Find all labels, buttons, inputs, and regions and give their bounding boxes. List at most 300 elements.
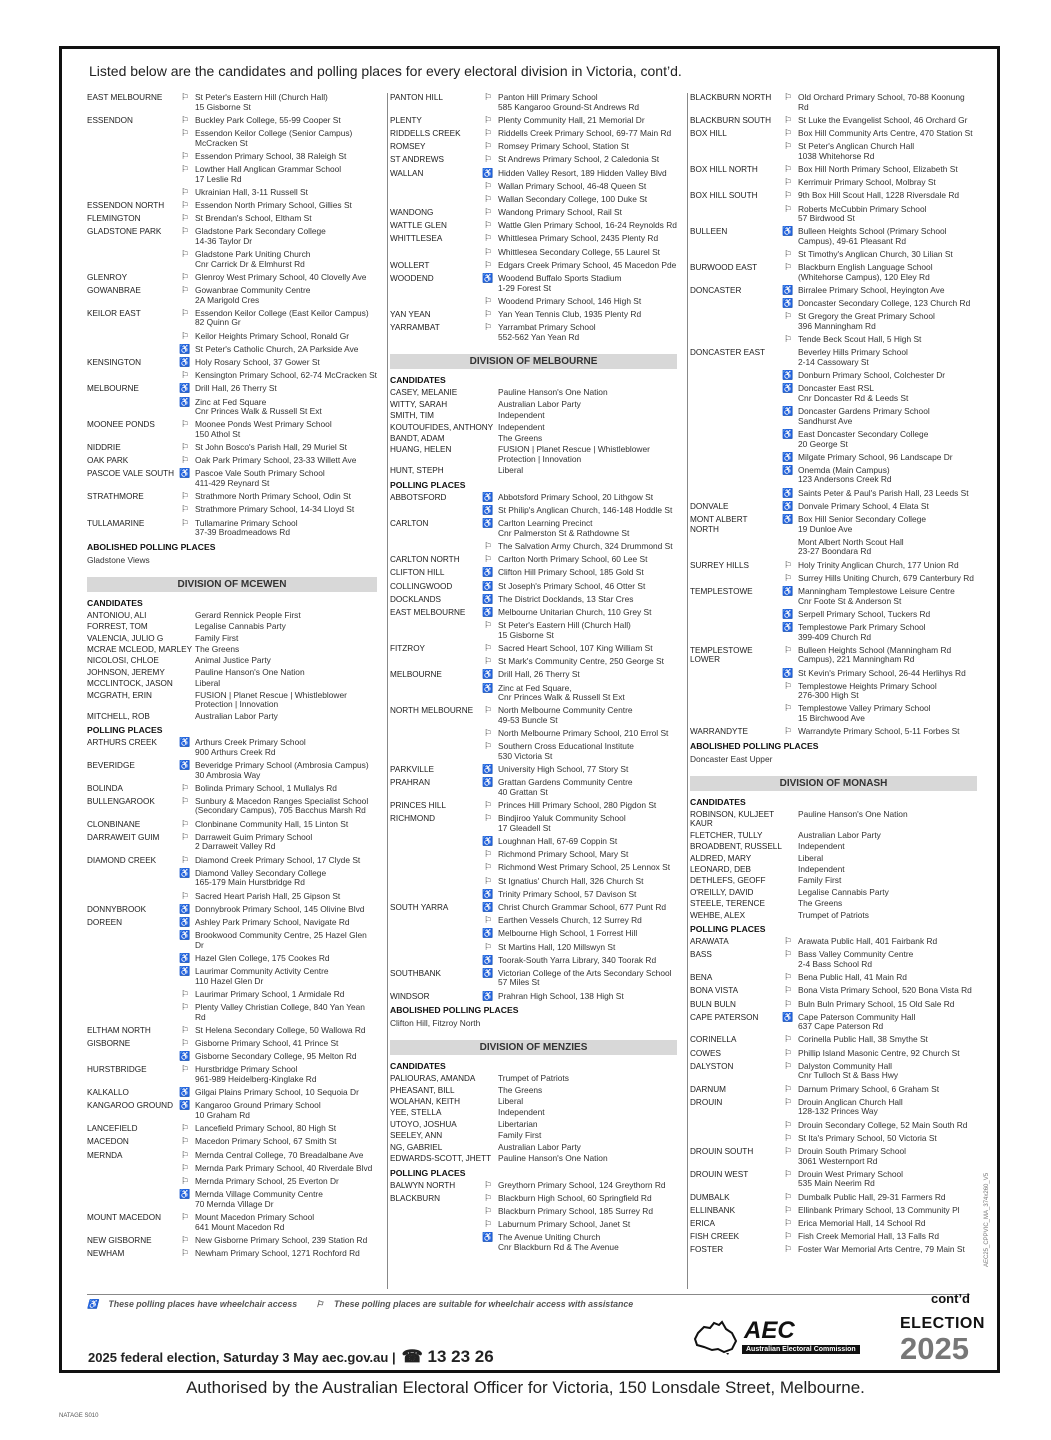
locality-name: ELTHAM NORTH [87, 1025, 151, 1035]
wheelchair-icon: ♿ [782, 514, 794, 525]
locality-name: PARKVILLE [390, 765, 434, 775]
candidate-name: ANTONIOU, ALI [87, 610, 147, 620]
polling-place-row [690, 348, 977, 367]
polling-place-name [498, 814, 677, 833]
candidate-row [390, 1108, 677, 1118]
polling-place-line: Bindjiroo Yaluk Community School [498, 813, 626, 824]
locality-name [390, 837, 478, 847]
polling-place-name [195, 1039, 377, 1049]
assisted-access-icon: ⚐ [483, 1205, 493, 1216]
polling-place-line: Laurimar Primary School, 1 Armidale Rd [195, 988, 345, 999]
polling-place-line: St Timothy's Anglican Church, 30 Lilian St [798, 249, 953, 260]
polling-place-name [798, 1170, 977, 1189]
polling-place-line: Donburn Primary School, Colchester Dr [798, 370, 946, 381]
polling-place-line: Box Hill Senior Secondary College [798, 514, 927, 525]
division-title-mcewen: DIVISION OF MCEWEN [87, 577, 377, 592]
polling-place-row [390, 182, 677, 192]
locality-name: ROMSEY [390, 142, 426, 152]
polling-place-row [87, 1039, 377, 1049]
polling-place-line: Pascoe Vale South Primary School [195, 468, 325, 479]
polling-place-name [195, 1137, 377, 1147]
wheelchair-icon: ♿ [482, 990, 494, 1001]
party-line: Independent [498, 421, 545, 432]
locality-name: DONVALE [690, 501, 729, 511]
locality-name [87, 931, 175, 950]
polling-place-line: Templestowe Valley Primary School [798, 703, 931, 714]
polling-place-address: (Secondary Campus), 705 Bacchus Marsh Rd [195, 805, 366, 816]
polling-place-name [195, 1052, 377, 1062]
assisted-access-icon: ⚐ [483, 849, 493, 860]
polling-place-line: St Helena Secondary College, 50 Wallowa Rd [195, 1024, 366, 1035]
wheelchair-icon: ♿ [179, 867, 191, 878]
locality-name: GLADSTONE PARK [87, 227, 162, 237]
assisted-access-icon: ⚐ [483, 154, 493, 165]
columns [87, 93, 977, 1289]
polling-place-line: Mernda Primary School, 25 Everton Dr [195, 1175, 339, 1186]
polling-place-name [498, 93, 677, 112]
assisted-access-icon: ⚐ [180, 491, 190, 502]
locality-name: DROUIN WEST [690, 1169, 749, 1179]
party-line: Legalise Cannabis Party [195, 621, 286, 632]
polling-place-name [798, 610, 977, 620]
candidate-party [798, 899, 977, 909]
polling-place-line: Strathmore Primary School, 14-34 Lloyd St [195, 504, 355, 515]
polling-place-name [798, 574, 977, 584]
polling-place-name [798, 1134, 977, 1144]
natage-code: NATAGE S010 [59, 1413, 99, 1419]
polling-place-name [498, 850, 677, 860]
polling-place-row [87, 505, 377, 515]
candidate-party [498, 411, 677, 421]
polling-place-row [390, 506, 677, 516]
polling-place-line: St Ita's Primary School, 50 Victoria St [798, 1132, 937, 1143]
party-line: FUSION | Planet Rescue | Whistleblower [195, 689, 347, 700]
assisted-access-icon: ⚐ [180, 249, 190, 260]
polling-place-name [195, 1026, 377, 1036]
locality-name: PRINCES HILL [390, 801, 446, 811]
polling-place-line: St Philip's Anglican Church, 146-148 Hoddle St [498, 505, 673, 516]
assisted-access-icon: ⚐ [180, 1123, 190, 1134]
polling-place-line: Yarrambat Primary School [498, 322, 596, 333]
assisted-access-icon: ⚐ [783, 936, 793, 947]
wheelchair-icon: ♿ [179, 930, 191, 941]
polling-place-name [195, 1003, 377, 1022]
wheelchair-icon: ♿ [782, 370, 794, 381]
assisted-access-icon: ⚐ [783, 127, 793, 138]
polling-place-address: 82 Quinn Gr [195, 317, 241, 328]
locality-name [87, 371, 175, 381]
polling-place-name [798, 205, 977, 224]
locality-name: YAN YEAN [390, 310, 431, 319]
candidate-party [498, 1120, 677, 1130]
polling-place-name [798, 669, 977, 679]
locality-name: BOX HILL NORTH [690, 164, 758, 174]
polling-place-line: Arthurs Creek Primary School [195, 737, 306, 748]
polling-place-address: 399-409 Church Rd [798, 631, 872, 642]
assisted-access-icon: ⚐ [483, 541, 493, 552]
polling-place-row [87, 1052, 377, 1062]
candidate-name: ALDRED, MARY [690, 853, 752, 863]
polling-place-row [87, 201, 377, 211]
assisted-legend: ⚐ These polling places are suitable for wheelchair access with assistance [315, 1299, 634, 1309]
polling-place-name [195, 332, 377, 342]
polling-place-name [798, 430, 977, 449]
locality-name: DALYSTON [690, 1061, 734, 1071]
polling-place-line: Bona Vista Primary School, 520 Bona Vista Rd [798, 985, 972, 996]
polling-place-name [195, 1101, 377, 1120]
polling-place-line: University High School, 77 Story St [498, 764, 629, 775]
candidate-name: WOLAHAN, KEITH [390, 1097, 461, 1107]
polling-place-line: Lancefield Primary School, 80 High St [195, 1123, 337, 1134]
locality-name: PASCOE VALE SOUTH [87, 469, 175, 479]
polling-place-line: St Peter's Catholic Church, 2A Parkside Ave [195, 343, 359, 354]
polling-place-name [195, 869, 377, 888]
locality-name: COLLINGWOOD [390, 581, 453, 591]
polling-place-line: Erica Memorial Hall, 14 School Rd [798, 1217, 926, 1228]
polling-place-line: Tullamarine Primary School [195, 517, 298, 528]
polling-place-row [87, 1088, 377, 1098]
polling-place-address: 17 Leslie Rd [195, 173, 242, 184]
locality-name: BEVERIDGE [87, 760, 135, 770]
polling-place-name [195, 931, 377, 950]
wheelchair-icon: ♿ [782, 667, 794, 678]
polling-place-line: Whittlesea Secondary College, 55 Laurel St [498, 246, 661, 257]
polling-place-row [390, 992, 677, 1002]
polling-place-row [690, 165, 977, 175]
candidate-name: BANDT, ADAM [390, 433, 445, 443]
polling-place-name [498, 1220, 677, 1230]
locality-name: SURREY HILLS [690, 560, 750, 570]
polling-place-line: Mount Macedon Primary School [195, 1211, 315, 1222]
polling-place-line: St Martins Hall, 120 Millswyn St [498, 941, 616, 952]
polling-place-row [87, 1026, 377, 1036]
polling-place-row [390, 1207, 677, 1217]
assisted-access-icon: ⚐ [483, 705, 493, 716]
polling-place-line: Bass Valley Community Centre [798, 949, 914, 960]
wheelchair-icon: ♿ [179, 383, 191, 394]
polling-place-row [690, 312, 977, 331]
polling-place-line: Mernda Park Primary School, 40 Riverdale Blvd [195, 1162, 373, 1173]
locality-name: BULLEEN [690, 227, 728, 237]
polling-place-row [390, 323, 677, 342]
polling-place-row [390, 684, 677, 703]
polling-place-line: Gladstone Park Secondary College [195, 226, 326, 237]
party-line: Gerard Rennick People First [195, 609, 301, 620]
locality-name [87, 869, 175, 888]
polling-place-name [798, 727, 977, 737]
polling-place-row [390, 297, 677, 307]
assisted-access-icon: ⚐ [180, 1038, 190, 1049]
polling-place-line: Ukrainian Hall, 3-11 Russell St [195, 186, 308, 197]
polling-place-line: Macedon Primary School, 67 Smith St [195, 1136, 337, 1147]
polling-place-name [195, 905, 377, 915]
polling-place-address: 23-27 Boondara Rd [798, 546, 872, 557]
candidate-name: HUNT, STEPH [390, 466, 444, 476]
party-line: Australian Labor Party [498, 1141, 581, 1152]
locality-name: LANCEFIELD [87, 1124, 138, 1134]
locality-name: ARTHURS CREEK [87, 738, 157, 748]
party-line: Australian Labor Party [498, 398, 581, 409]
locality-name [690, 574, 778, 584]
locality-name: GISBORNE [87, 1039, 131, 1049]
polling-place-name [798, 178, 977, 188]
polling-place-line: Loughnan Hall, 67-69 Coppin St [498, 836, 618, 846]
candidate-party [195, 656, 377, 666]
polling-place-row [390, 956, 677, 966]
polling-place-name [498, 684, 677, 703]
polling-place-address: 2-14 Cassowary St [798, 356, 869, 367]
polling-place-row [87, 892, 377, 902]
polling-place-row [690, 430, 977, 449]
polling-place-name [195, 1164, 377, 1174]
polling-place-line: Romsey Primary School, Station St [498, 141, 629, 152]
polling-place-line: Fish Creek Memorial Hall, 13 Falls Rd [798, 1231, 940, 1242]
assisted-access-icon: ⚐ [180, 517, 190, 528]
polling-places-heading: POLLING PLACES [390, 479, 466, 490]
polling-place-row [690, 466, 977, 485]
locality-name: NEW GISBORNE [87, 1235, 152, 1245]
polling-place-row [690, 1062, 977, 1081]
candidate-party [498, 400, 677, 410]
polling-place-name [498, 274, 677, 293]
candidate-row [390, 1131, 677, 1141]
locality-name: STRATHMORE [87, 492, 144, 502]
polling-place-line: Essendon Primary School, 38 Raleigh St [195, 150, 347, 161]
wheelchair-legend: ♿ These polling places have wheelchair access [87, 1299, 298, 1309]
candidate-row [87, 712, 377, 722]
polling-place-row [87, 1177, 377, 1187]
assisted-access-icon: ⚐ [783, 1034, 793, 1045]
polling-place-line: Diamond Valley Secondary College [195, 867, 327, 878]
polling-place-address: 1038 Whitehorse Rd [798, 150, 875, 161]
locality-name [690, 538, 778, 557]
locality-name: PANTON HILL [390, 93, 443, 102]
division-title-monash: DIVISION OF MONASH [690, 776, 977, 791]
polling-place-row [690, 515, 977, 534]
polling-place-line: Sunbury & Macedon Ranges Specialist School [195, 795, 369, 806]
polling-place-line: Keilor Heights Primary School, Ronald Gr [195, 330, 350, 341]
wheelchair-icon: ♿ [179, 396, 191, 407]
polling-place-line: Melbourne High School, 1 Forrest Hill [498, 928, 638, 939]
polling-place-line: Birralee Primary School, Heyington Ave [798, 285, 945, 296]
polling-place-row [690, 1035, 977, 1045]
polling-place-row [690, 1049, 977, 1059]
candidate-party [498, 434, 677, 444]
polling-place-address: 15 Birchwood Ave [798, 713, 865, 724]
locality-name: MACEDON [87, 1137, 129, 1147]
assisted-access-icon: ⚐ [783, 1083, 793, 1094]
polling-place-name [798, 515, 977, 534]
polling-place-name [195, 1236, 377, 1246]
assisted-access-icon: ⚐ [180, 455, 190, 466]
candidate-name: LEONARD, DEB [690, 865, 751, 874]
assisted-access-icon: ⚐ [783, 1244, 793, 1255]
wheelchair-icon: ♿ [482, 669, 494, 680]
candidate-row [390, 466, 677, 476]
locality-name [87, 1164, 175, 1174]
polling-place-row [87, 761, 377, 780]
party-line: Legalise Cannabis Party [798, 886, 889, 897]
party-line: Liberal [195, 678, 221, 689]
polling-place-line: Riddells Creek Primary School, 69-77 Main Rd [498, 127, 672, 138]
locality-name: MELBOURNE [390, 670, 442, 680]
party-line: Protection | Innovation [195, 699, 279, 710]
polling-place-line: Edgars Creek Primary School, 45 Macedon Pde [498, 259, 677, 270]
polling-place-name [798, 299, 977, 309]
assisted-access-icon: ⚐ [180, 988, 190, 999]
candidate-party [798, 888, 977, 898]
candidate-party [798, 842, 977, 852]
polling-place-row [87, 869, 377, 888]
party-line: Family First [798, 875, 842, 886]
candidate-party [195, 679, 377, 689]
polling-place-name [498, 248, 677, 258]
locality-name: MOUNT MACEDON [87, 1212, 161, 1222]
party-line: Pauline Hanson's One Nation [798, 808, 908, 819]
polling-place-row [390, 670, 677, 680]
assisted-access-icon: ⚐ [483, 309, 493, 319]
candidate-name: PALIOURAS, AMANDA [390, 1074, 476, 1084]
locality-name: FOSTER [690, 1245, 724, 1255]
locality-name: FITZROY [390, 643, 426, 653]
polling-place-row [690, 1121, 977, 1131]
polling-place-line: Old Orchard Primary School, 70-88 Koonung Rd [798, 93, 965, 112]
candidate-row [690, 810, 977, 829]
polling-place-line: Victorian College of the Arts Secondary School [498, 967, 672, 978]
locality-name [690, 335, 778, 345]
polling-place-name [498, 621, 677, 640]
wheelchair-icon: ♿ [782, 383, 794, 394]
locality-name: BLACKBURN NORTH [690, 93, 772, 102]
locality-name [690, 489, 778, 499]
aec-logo [692, 1317, 882, 1357]
locality-name: DONCASTER [690, 286, 742, 296]
polling-place-row [87, 358, 377, 368]
polling-place-name [798, 191, 977, 201]
continued-label: cont’d [931, 1291, 970, 1306]
polling-place-row [87, 443, 377, 453]
candidate-party [195, 645, 377, 655]
polling-place-name [798, 986, 977, 996]
locality-name: DONCASTER EAST [690, 348, 766, 358]
polling-place-name [498, 657, 677, 667]
assisted-access-icon [778, 348, 798, 367]
locality-name: ERICA [690, 1218, 716, 1228]
polling-place-address: 70 Mernda Village Dr [195, 1198, 274, 1209]
wheelchair-icon: ♿ [482, 1232, 494, 1243]
polling-place-address: 1-29 Forest St [498, 282, 552, 293]
polling-place-name [498, 877, 677, 887]
wheelchair-icon: ♿ [782, 298, 794, 309]
polling-place-row [87, 93, 377, 112]
locality-name: HURSTBRIDGE [87, 1065, 147, 1075]
polling-place-line: Carlton Learning Precinct [498, 518, 593, 529]
polling-place-row [87, 332, 377, 342]
wheelchair-icon: ♿ [179, 737, 191, 748]
locality-name: WALLAN [390, 168, 424, 178]
wheelchair-icon: ♿ [87, 1299, 98, 1309]
locality-name [690, 178, 778, 188]
polling-place-line: New Gisborne Primary School, 239 Station Rd [195, 1234, 368, 1245]
polling-place-row [390, 155, 677, 165]
polling-place-row [87, 738, 377, 757]
polling-place-row [690, 286, 977, 296]
assisted-access-icon: ⚐ [783, 572, 793, 583]
polling-place-name [195, 286, 377, 305]
locality-name [87, 1052, 175, 1062]
locality-name: WANDONG [390, 208, 434, 218]
polling-place-row [390, 555, 677, 565]
party-line: Pauline Hanson's One Nation [498, 387, 608, 398]
polling-place-address: 961-989 Heidelberg-Kinglake Rd [195, 1074, 317, 1085]
polling-place-name [798, 704, 977, 723]
locality-name: CLONBINANE [87, 819, 141, 829]
polling-place-name [798, 129, 977, 139]
polling-place-name [498, 208, 677, 218]
locality-name [390, 297, 478, 307]
locality-name: TEMPLESTOWE [690, 586, 753, 596]
polling-place-name [798, 250, 977, 260]
polling-place-line: Bena Public Hall, 41 Main Rd [798, 972, 907, 983]
polling-place-row [390, 657, 677, 667]
party-line: The Greens [498, 432, 543, 443]
candidate-party [798, 831, 977, 841]
assisted-access-icon: ⚐ [783, 1231, 793, 1242]
party-line: Pauline Hanson's One Nation [195, 666, 305, 677]
polling-place-line: Zinc at Fed Square, [498, 682, 572, 693]
assisted-access-icon: ⚐ [180, 1211, 190, 1222]
candidate-name: UTOYO, JOSHUA [390, 1119, 457, 1129]
polling-place-name [195, 1088, 377, 1098]
polling-place-line: Plenty Community Hall, 21 Memorial Dr [498, 114, 645, 125]
locality-name: DARNUM [690, 1084, 726, 1094]
polling-place-row [390, 943, 677, 953]
polling-place-name [798, 502, 977, 512]
polling-place-name [498, 129, 677, 139]
polling-place-name [798, 538, 977, 557]
polling-place-name [498, 765, 677, 775]
polling-place-line: Drill Hall, 26 Therry St [498, 669, 580, 680]
polling-place-line: Dalyston Community Hall [798, 1060, 893, 1071]
polling-place-name [798, 453, 977, 463]
assisted-access-icon: ⚐ [180, 504, 190, 515]
assisted-access-icon: ⚐ [483, 180, 493, 191]
wheelchair-icon: ♿ [482, 764, 494, 775]
locality-name: NIDDRIE [87, 443, 121, 453]
polling-place-line: St John Bosco's Parish Hall, 29 Muriel St [195, 442, 347, 453]
column-2 [387, 93, 677, 1289]
locality-name [690, 407, 778, 426]
polling-place-name [498, 801, 677, 811]
wheelchair-icon: ♿ [482, 167, 494, 178]
party-line: FUSION | Planet Rescue | Whistleblower [498, 444, 650, 455]
assisted-access-icon: ⚐ [180, 442, 190, 453]
locality-name: PRAHRAN [390, 778, 431, 788]
polling-place-name [195, 784, 377, 794]
candidate-name: MCCLINTOCK, JASON [87, 679, 173, 689]
assisted-access-icon: ⚐ [783, 972, 793, 983]
polling-place-name [195, 345, 377, 355]
polling-place-row [87, 469, 377, 488]
assisted-access-icon: ⚐ [483, 656, 493, 667]
polling-place-line: Melbourne Unitarian Church, 110 Grey St [498, 607, 652, 617]
assisted-access-icon: ⚐ [783, 680, 793, 691]
candidate-row [690, 876, 977, 886]
locality-name [690, 142, 778, 161]
assisted-access-icon: ⚐ [483, 941, 493, 952]
candidate-name: O'REILLY, DAVID [690, 887, 754, 897]
polling-place-address: Cnr Princes Walk & Russell St Ext [498, 692, 625, 703]
